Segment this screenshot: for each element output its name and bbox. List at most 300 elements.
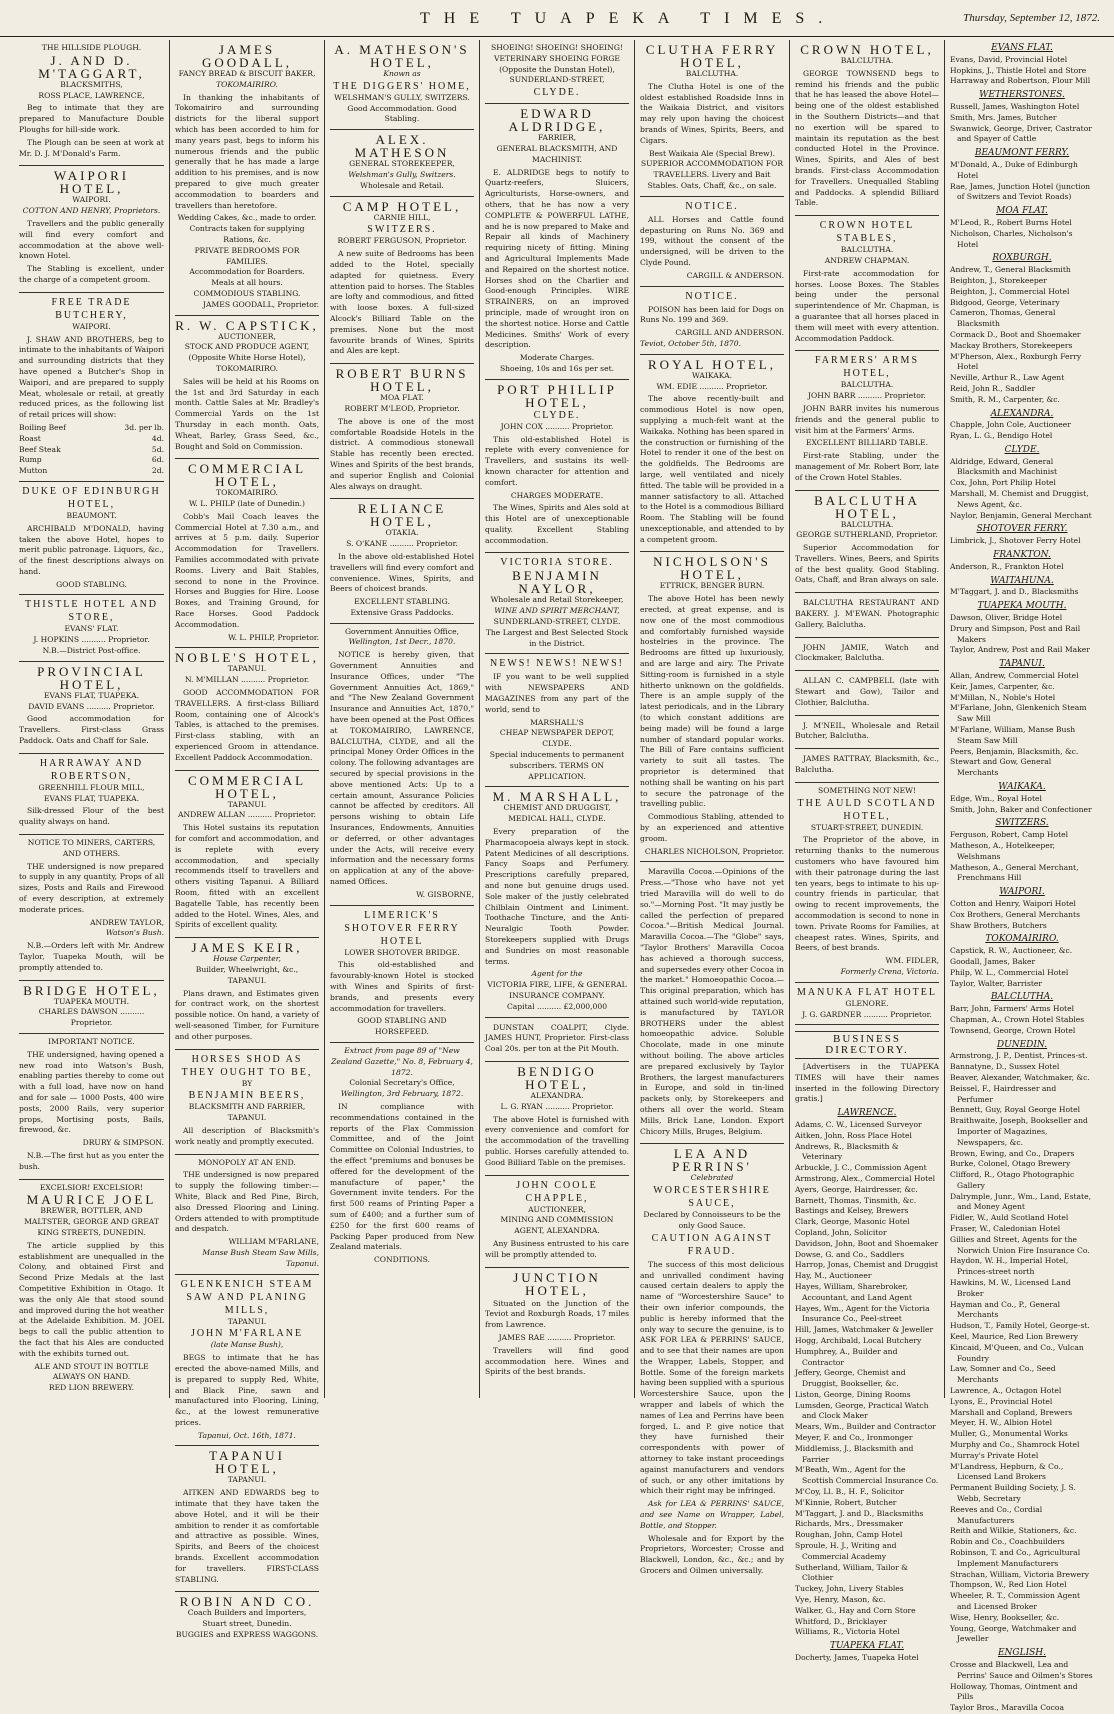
ad-date: Tapanui, Oct. 16th, 1871. [198, 1430, 296, 1440]
directory-entry: Middlemiss, J., Blacksmith and Farrier [795, 1443, 914, 1464]
directory-entry: Williams, R., Victoria Hotel [795, 1627, 900, 1637]
ad-title: MANUKA FLAT HOTEL [797, 986, 937, 998]
ad-title: ROBERT BURNS HOTEL, [335, 366, 469, 395]
ad-body: JOHN BARR invites his numerous friends and the general public to visit him at the Farmers' Arms. [795, 403, 939, 435]
directory-entry: Marshall and Copland, Brewers [950, 1407, 1073, 1417]
ad-place: TOKOMAIRIRO. [216, 79, 278, 89]
ad-gazette-extract [330, 1043, 474, 1270]
ad-body: Travellers will find good accommodation here. Wines and Spirits of the best brands. [485, 1345, 629, 1377]
directory-entry: M'Kinnie, Robert, Butcher [795, 1497, 897, 1507]
directory-list-tuapeka-flat [795, 1653, 939, 1664]
directory-entry: M'Taggart, J. and D., Blacksmiths [795, 1508, 924, 1518]
ad-place: TAPANUI. [227, 975, 267, 985]
ad-title: FARMERS' ARMS HOTEL, [814, 355, 920, 380]
column-4 [479, 40, 634, 1398]
directory-town: BALCLUTHA. [990, 992, 1054, 1003]
directory-town: TUAPEKA MOUTH. [977, 601, 1067, 612]
directory-entry: Hayman and Co., P., General Merchants [950, 1299, 1060, 1320]
ad-title: VETERINARY SHOEING FORGE [494, 53, 620, 63]
business-directory [795, 1025, 939, 1667]
ad-title: NOTICE. [685, 200, 739, 212]
directory-entry: Shaw Brothers, Butchers [950, 920, 1047, 930]
ad-note: Agent for the [531, 969, 583, 979]
ad-place: TUAPEKA MOUTH. [53, 996, 130, 1006]
ad-body: The success of this most delicious and unrivalled condiment having caused certain dealers to apply the name of "Worcestershire Sauce" to their own inferior compounds, the public is hereby informed that the only way to secure the genuine, is to ASK FOR LEA & PERRINS' SAUCE, and to see that their names are upon the Wrapper, Labels, Stopper, and Bottle. Some of the foreign markets having been supplied with a spurious Worcestershire Sauce, upon the wrapper and labels of which the names of Lea and Perrins have been forged, L. and P. give notice that they have furnished their correspondents with power of attorney to take instant proceedings against manufacturers and vendors of such, or any other imitations by which their right may be infringed. [640, 1259, 784, 1496]
ad-body: Situated on the Junction of the Teviot and Roxburgh Roads, 17 miles from Lawrence. [485, 1298, 629, 1330]
directory-entry: Harraway and Robertson, Flour Mill [950, 76, 1091, 86]
directory-entry: Davidson, John, Boot and Shoemaker [795, 1238, 939, 1248]
ad-shotover-ferry-hotel [330, 906, 474, 1043]
price-item: Beef Steak [19, 444, 61, 454]
ad-body: This Hotel sustains its reputation for comfort and accommodation, and is replete with every accommodation, and specially recommends itself to travellers and others visiting Tapanui. A Billiard Room, fitted with an excellent Bagatelle Table, has recently been added to the Hotel. Wines, Ales, and Spirits of excellent quality. [175, 823, 319, 930]
directory-title: BUSINESS DIRECTORY. [795, 1031, 939, 1059]
directory-entry: Roughan, John, Camp Hotel [795, 1530, 903, 1540]
ad-maurice-joel [19, 1180, 164, 1398]
ad-signature: CHARLES NICHOLSON, Proprietor. [644, 846, 784, 856]
directory-entry: Young, George, Watchmaker and Jeweller [950, 1623, 1077, 1644]
ad-title: BALCLUTHA HOTEL, [814, 492, 920, 521]
price-value: 6d. [151, 455, 164, 465]
price-value: 4d. [151, 433, 164, 443]
ad-title: THE AULD SCOTLAND HOTEL, [797, 797, 937, 822]
ad-note: Extensive Grass Paddocks. [350, 607, 454, 617]
ad-place: TOKOMAIRIRO. [216, 488, 278, 498]
directory-town: FRANKTON. [993, 550, 1051, 561]
ad-news [485, 654, 629, 787]
ad-proprietor: WM. EDIE .......... Proprietor. [656, 381, 768, 391]
directory-entry: Sutherland, William, Tailor & Clothier [795, 1562, 908, 1583]
ad-note: EXCELLENT STABLING. [354, 597, 450, 607]
directory-entry: Matheson, A., Hotelkeeper, Welshmans [950, 840, 1055, 861]
ad-address: ROSS PLACE, LAWRENCE, [38, 90, 145, 100]
ad-body: POISON has been laid for Dogs on Runs No. 199 and 369. [640, 304, 784, 325]
directory-entry: Hudson, T., Family Hotel, George-st. [950, 1321, 1090, 1331]
ad-trade: FARRIER, [537, 133, 577, 143]
ad-place: TAPANUI. [227, 1316, 267, 1326]
ad-title: CROWN HOTEL STABLES, [819, 220, 915, 245]
ad-place: EVANS FLAT, TUAPEKA. [43, 690, 140, 700]
directory-entry: Aitken, John, Ross Place Hotel [795, 1130, 912, 1140]
ad-address: (Opposite White Horse Hotel), TOKOMAIRIRO. [188, 353, 306, 373]
ad-title: TAPANUI HOTEL, [209, 1448, 285, 1477]
directory-entry: Holloway, Thomas, Ointment and Pills [950, 1681, 1078, 1702]
ad-greenhill-mill [19, 754, 164, 835]
ad-body: J. M'NEIL, Wholesale and Retail Butcher, Balclutha. [795, 720, 939, 741]
ad-signature: DRURY & SIMPSON. [82, 1138, 164, 1148]
directory-entry: Hayes, William, Sharebroker, Accountant, and Land Agent [795, 1281, 912, 1302]
ad-title: PROVINCIAL HOTEL, [37, 663, 146, 692]
ad-heading: SOMETHING NOT NEW! [818, 785, 916, 795]
directory-town: MOA FLAT. [996, 206, 1048, 217]
directory-entry: Braithwaite, Joseph, Bookseller and Importer of Magazines, Newspapers, &c. [950, 1116, 1088, 1147]
directory-entry: Taylor Bros., Maravilla Cocoa [950, 1703, 1064, 1713]
ad-body: First-rate accommodation for horses. Loose Boxes. The Stables being under the personal superintendence of Mr. Chapman, is a guarantee that all horses placed in them will meet with every attention. Accommodation Paddock. [795, 268, 939, 343]
ad-title: NOTICE TO MINERS, CARTERS, AND OTHERS. [27, 838, 156, 858]
ad-body: Every preparation of the Pharmacopoeia always kept in stock. Patent Medicines of all descriptions. Fancy Soaps and Perfumery. Prescriptions carefully prepared, and none but genuine drugs used. Sole maker of the justly celebrated Chilblain Ointment and Liniment. Toothache Tincture, and the Anti-Neuralgic Tooth Powder. Storekeepers supplied with Drugs and Sundries on most reasonable terms. [485, 827, 629, 966]
ad-proprietor: DAVID EVANS .......... Proprietor. [28, 701, 155, 711]
ad-proprietor: ROBERT M'LEOD, Proprietor. [344, 403, 460, 413]
directory-entry: Brown, Ewing, and Co., Drapers [950, 1148, 1075, 1158]
directory-entry: Ryan, L. G., Bendigo Hotel [950, 431, 1053, 441]
directory-entry: Meyer, H. W., Albion Hotel [950, 1418, 1053, 1428]
price-item: Roast [19, 433, 41, 443]
ad-sub: (late Manse Bush), [210, 1340, 284, 1350]
ad-note: BUGGIES and EXPRESS WAGGONS. [175, 1630, 319, 1640]
ad-place: BALCLUTHA. [840, 380, 894, 390]
directory-entry: Fraser, W., Caledonian Hotel [950, 1224, 1061, 1234]
price-value: 2d. [151, 466, 164, 476]
ad-m-marshall [485, 787, 629, 1017]
ad-body: The above is one of the most comfortable Roadside Hotels in the district. A commodious stonewall Stable has recently been erected. Wines and Spirits of the best brands, and superior English and Colonial Ales always on draught. [330, 416, 474, 491]
ad-body: THE undersigned is now prepared to supply the following timber:— White, Black and Red Pine, Birch, also Dressed Flooring and Lining. Orders attended to with promptitude and despatch. [175, 1170, 319, 1234]
issue-date: Thursday, September 12, 1872. [963, 12, 1100, 24]
directory-entry: Stewart and Gow, General Merchants [950, 757, 1052, 778]
directory-entry: Hopkins, J., Thistle Hotel and Store [950, 65, 1087, 75]
ad-title: CAMP HOTEL, [342, 198, 462, 214]
ad-body: Cobb's Mail Coach leaves the Commercial Hotel at 7.30 a.m., and arrives at 5 p.m. daily. Superior Accommodation for Travellers. Families accommodated with private Rooms. Livery and Bait Stables, second to none in the Province. Horses and Buggies for Hire. Loose Boxes, and Training Ground, for Race Horses. Good Paddock Accommodation. [175, 511, 319, 629]
ad-free-trade-butchery [19, 293, 164, 482]
directory-town: WAITAHUNA. [990, 575, 1054, 586]
ad-body: The article supplied by this establishment are unequalled in the Colony, and obtained First and Second Prize Medals at the last Competitive Exhibition in Otago. It was the only Ale that stood sound and improved during the hot weather at the Adelaide Exhibition. M. JOEL begs to call the public attention to the fact that his Ales are conducted with the exhibits turned out. [19, 1240, 164, 1358]
ad-place: EVANS' FLAT. [64, 624, 119, 634]
directory-entry: Clark, George, Masonic Hotel [795, 1217, 910, 1227]
ad-title: MAURICE JOEL [26, 1192, 157, 1208]
price-item: Rump [19, 455, 42, 465]
ad-note: The Plough can be seen at work at Mr. D. J. M'Donald's Farm. [19, 137, 164, 158]
directory-town: ENGLISH. [997, 1648, 1047, 1659]
directory-entry: Humphrey, A., Builder and Contractor [795, 1346, 898, 1367]
directory-town: SHOTOVER FERRY. [976, 524, 1068, 535]
directory-entry: M'Beath, Wm., Agent for the Scottish Commercial Insurance Co. [795, 1465, 939, 1486]
ad-body: The above Hotel has been newly erected, at great expense, and is now one of the most commodious and comfortably furnished wayside hostelries in the province. The Bedrooms are fitted up luxuriously, and are large and airy. The Private Sitting-room is furnished in a style hitherto unknown on the goldfields. There is an ample supply of the latest periodicals, and in the Library (to which constant additions are being made) will be found a large number of standard popular works. The Bill of Fare contains sufficient variety to suit all tastes. The proprietor is determined that nothing shall be wanting on his part to secure the patronage of the travelling public. [640, 594, 784, 809]
ad-place: Welshman's Gully, Switzers. [348, 169, 456, 179]
ad-body: JAMES RATTRAY, Blacksmith, &c., Balclutha. [795, 754, 939, 775]
ad-title: IMPORTANT NOTICE. [48, 1037, 135, 1046]
ad-edward-aldridge [485, 104, 629, 380]
ad-body: The Wines, Spirits and Ales sold at this Hotel are of unexceptionable quality. Excellent Stabling accommodation. [485, 503, 629, 545]
ad-title: NOBLE'S HOTEL, [175, 650, 320, 666]
directory-entry: Reeves and Co., Cordial Manufacturers [950, 1504, 1043, 1525]
ad-title: FREE TRADE BUTCHERY, [51, 296, 132, 321]
directory-entry: Reid, John R., Saddler [950, 383, 1036, 393]
directory-entry: Liston, George, Dining Rooms [795, 1389, 911, 1399]
ad-body: THE undersigned is now prepared to supply in any quantity, Props of all sizes, Posts and Rails and Firewood of every description, at extremely moderate prices. [19, 861, 164, 914]
ad-nobles-hotel [175, 648, 319, 770]
ad-note: Shoeing, 10s and 16s per set. [499, 363, 615, 373]
ad-commercial-hotel-tapanui [175, 771, 319, 939]
ad-name: ANDREW CHAPMAN. [824, 255, 910, 265]
ad-allan-campbell [795, 671, 939, 715]
ad-date: Wellington, 1st Decr., 1870. [348, 637, 456, 647]
directory-entry: Strachan, William, Victoria Brewery [950, 1569, 1090, 1579]
directory-entry: Murphy and Co., Shamrock Hotel [950, 1440, 1080, 1450]
ad-title: JAMES KEIR, [191, 940, 303, 956]
ad-trade: WINE AND SPIRIT MERCHANT, [494, 606, 620, 616]
ad-body: BALCLUTHA RESTAURANT AND BAKERY. J. M'EWAN. Photographic Gallery, Balclutha. [795, 598, 939, 629]
ad-duke-of-edinburgh [19, 482, 164, 596]
directory-town: ALEXANDRA. [990, 408, 1054, 419]
ad-proprietor: JOHN BARR .......... Proprietor. [808, 391, 926, 401]
directory-town: DUNEDIN. [996, 1039, 1048, 1050]
ad-title: R. W. CAPSTICK, [175, 317, 319, 333]
ad-title: NICHOLSON'S HOTEL, [653, 554, 771, 583]
ad-place: BEAUMONT. [66, 510, 117, 520]
ad-title: Government Annuities Office, [344, 626, 460, 636]
ad-proprietor: J. G. GARDNER .......... Proprietor. [802, 1009, 932, 1019]
directory-list-lawrence [795, 1120, 939, 1638]
ad-body: Declared by Connoisseurs to be the only Good Sauce. [643, 1210, 781, 1230]
directory-town: WAIKAKA. [998, 782, 1046, 792]
directory-entry: Beaver, Alexander, Watchmaker, &c. [950, 1072, 1090, 1082]
ad-note: EXCELLENT BILLIARD TABLE. [805, 438, 928, 448]
ad-title: LEA AND PERRINS' [672, 1146, 752, 1175]
ad-body: In the above old-established Hotel travellers will find every comfort and convenience. Wines, Spirits, and Beers of choicest brands. [330, 551, 474, 594]
ad-note: Wholesale and for Export by the Proprietors, Worcester; Crosse and Blackwell, London, &c., &c.; and by Grocers and Oilmen universally. [640, 1533, 784, 1576]
ad-note: SUPERIOR ACCOMMODATION FOR TRAVELLERS. Livery and Bait Stables. Oats, Chaff, &c., on sale. [640, 159, 784, 190]
ad-note: Ask for LEA & PERRINS' SAUCE, and see Name on Wrapper, Label, Bottle, and Stopper. [640, 1499, 784, 1530]
directory-entry: Hayes, Wm., Agent for the Victoria Insurance Co., Peel-street [795, 1303, 930, 1324]
directory-entry: Russell, James, Washington Hotel [950, 101, 1080, 111]
ad-proprietor: N. M'MILLAN .......... Proprietor. [184, 675, 310, 685]
ad-body: Good Accommodation. Good Stabling. [347, 103, 457, 124]
ad-capstick [175, 316, 319, 460]
directory-entry: Cameron, Thomas, General Blacksmith [950, 308, 1056, 329]
price-row [19, 434, 164, 445]
ad-dunstan-coalpit [485, 1018, 629, 1062]
directory-entry: Crosse and Blackwell, Lea and Perrins' Sauce and Oilmen's Stores [950, 1659, 1093, 1680]
directory-entry: Docherty, James, Tuapeka Hotel [795, 1653, 919, 1663]
ad-name: BENJAMIN BEERS, [188, 1090, 306, 1102]
directory-entry: M'Leod, R., Robert Burns Hotel [950, 217, 1072, 227]
ad-body: Maravilla Cocoa.—Opinions of the Press.—"Those who have not yet tried Maravilla will do well to do so."—Morning Post. "It may justly be called the perfection of prepared Cocoa."—British Medical Journal. Maravilla Cocoa.—The "Globe" says, "Taylor Brothers' Maravilla Cocoa has achieved a thorough success, and supersedes every other Cocoa in the market." Homoeopathic Cocoa.—This original preparation, which has attained such world-wide reputation, is manufactured by TAYLOR BROTHERS under the ablest homoeopathic advice. Soluble Chocolate, made in one minute without boiling. The above articles are prepared exclusively by Taylor Brothers, the largest manufacturers in Europe, and sold in tin-lined packets only, by Storekeepers and others all over the world. Steam Mills, Brick Lane, London. Export Chicory Mills, Bruges, Belgium. [640, 867, 784, 1136]
ad-signature: ANDREW TAYLOR, [90, 917, 164, 927]
ad-heading: CONDITIONS. [373, 1255, 431, 1265]
ad-title: BENDIGO HOTEL, [517, 1063, 597, 1092]
directory-town: WETHERSTONES. [979, 90, 1065, 101]
ad-place: CLYDE. [533, 87, 581, 99]
ad-camp-hotel [330, 197, 474, 365]
ad-balclutha-hotel [795, 491, 939, 594]
ad-list-item: COMMODIOUS STABLING. [193, 288, 301, 298]
ad-proprietor: CHARLES DAWSON .......... Proprietor. [38, 1007, 145, 1028]
directory-entry: Anderson, R., Frankton Hotel [950, 561, 1064, 571]
directory-entry: Kincaid, M'Queen, and Co., Vulcan Foundry [950, 1342, 1084, 1363]
directory-entry: Clifford, R., Otago Photographic Gallery [950, 1170, 1075, 1190]
ad-note: N.B.—The first hut as you enter the bush. [19, 1150, 164, 1171]
ad-body: JOHN JAMIE, Watch and Clockmaker, Balclutha. [795, 642, 939, 663]
directory-entry: Adams, C. W., Licensed Surveyor [795, 1119, 922, 1129]
ad-place: CLYDE. [533, 409, 581, 421]
ad-body: This old-established and favourably-known Hotel is stocked with Wines and Spirits of first-brands, and presents every accommodation for travellers. [330, 960, 474, 1013]
ad-body: IN compliance with recommendations contained in the reports of the Flax Commission Committee, and of the Joint Committee on Colonial Industries, to the effect "premiums and bonuses be offered for the development of the manufacture of paper," the Government invite tenders. For the first 500 reams of Printing Paper a sum of £400; and a further sum of £250 for the first 600 reams of Packing Paper produced from New Zealand materials. [330, 1101, 474, 1252]
ad-sub: CARNIE HILL, [373, 212, 431, 222]
ad-title: WAIPORI HOTEL, [53, 168, 130, 197]
ad-body: GOOD ACCOMMODATION FOR TRAVELLERS. A first-class Billiard Room, containing one of Alcock's Tables, is attached to the premises. First-class stabling, with an experienced Groom in attendance. Excellent Paddock Accommodation. [175, 688, 319, 762]
ad-body: BEGS to intimate that he has erected the above-named Mills, and is prepared to supply Red, White, and Black Pine, sawn and manufactured into Flooring, Lining, &c., at the lowest remunerative prices. [175, 1353, 319, 1427]
directory-entry: Naylor, Benjamin, General Merchant [950, 510, 1092, 520]
directory-entry: Townsend, George, Crown Hotel [950, 1025, 1076, 1035]
directory-entry: Lyons, E., Provincial Hotel [950, 1396, 1053, 1406]
directory-entry: Ayers, George, Hairdresser, &c. [795, 1184, 918, 1194]
directory-entry: Keel, Maurice, Red Lion Brewery [950, 1332, 1078, 1342]
ad-body: Commodious Stabling, attended to by an experienced and attentive groom. [640, 812, 784, 843]
directory-entry: Edge, Wm., Royal Hotel [950, 793, 1042, 803]
ad-sub: GREENHILL FLOUR MILL, [38, 782, 145, 792]
directory-town: TOKOMAIRIRO. [985, 934, 1059, 945]
ad-sub: Celebrated [690, 1173, 734, 1183]
directory-entry: Wheeler, R. T., Commission Agent and Licensed Broker [950, 1591, 1081, 1611]
ad-place: SWITZERS. [367, 224, 437, 236]
ad-trade: CHEMIST AND DRUGGIST, [503, 803, 611, 813]
ad-title: A. MATHESON'S HOTEL, [334, 42, 470, 70]
ad-place: OTAKIA. [385, 528, 419, 538]
ad-trade: FANCY BREAD & BISCUIT BAKER, [178, 69, 316, 78]
ad-signature: W. GISBORNE, [416, 889, 474, 899]
ad-body: ALLAN C. CAMPBELL (late with Stewart and Gow), Tailor and Clothier, Balclutha. [795, 676, 939, 707]
ad-place: MEDICAL HALL, CLYDE. [508, 814, 606, 824]
ad-note: ALE AND STOUT IN BOTTLE ALWAYS ON HAND. [34, 1361, 149, 1382]
ad-bridge-hotel [19, 981, 164, 1034]
ad-trade: Wholesale and Retail Storekeeper, [490, 595, 624, 605]
directory-entry: Bennett, Guy, Royal George Hotel [950, 1105, 1080, 1115]
ad-title: CROWN HOTEL, [800, 42, 934, 57]
ad-proprietor: L. G. RYAN .......... Proprietor. [500, 1101, 614, 1111]
ad-trade: BLACKSMITH AND FARRIER, TAPANUI. [188, 1102, 306, 1123]
ad-place: WELSHMAN'S GULLY, SWITZERS. [334, 92, 470, 102]
directory-entry: M'Pherson, Alex., Roxburgh Ferry Hotel [950, 351, 1082, 372]
directory-entry: M'Landress, Hepburn, & Co., Licensed Land Brokers [950, 1461, 1064, 1482]
directory-entry: Armstrong, Alex., Commercial Hotel [795, 1173, 936, 1183]
ad-note: GOOD STABLING AND HORSEFEED. [357, 1016, 447, 1037]
ad-list-item: Meals at all hours. [211, 278, 283, 288]
ad-place: BALCLUTHA. [840, 519, 894, 529]
ad-shoeing-forge [485, 40, 629, 104]
ad-signature-place: Manse Bush Steam Saw Mills, Tapanui. [202, 1247, 319, 1268]
directory-entry: Beighton, J., Storekeeper [950, 275, 1047, 285]
ad-title: EDWARD ALDRIDGE, [508, 106, 606, 135]
directory-entry: Murray's Private Hotel [950, 1450, 1039, 1460]
directory-entry: Rae, James, Junction Hotel (junction of Switzers and Teviot Roads) [950, 181, 1091, 202]
ad-body: All description of Blacksmith's work neatly and promptly executed. [175, 1125, 319, 1146]
ad-proprietor: W. L. PHILP (late of Dunedin.) [188, 499, 306, 509]
ad-place: MOA FLAT. [380, 393, 424, 403]
ad-place: ALEXANDRA. [530, 1090, 584, 1100]
directory-entry: Dalrymple, Junr., Wm., Land, Estate, and Money Agent [950, 1191, 1092, 1212]
directory-entry: Andrew, T., General Blacksmith [950, 265, 1071, 275]
ad-title: JUNCTION HOTEL, [513, 1269, 601, 1298]
columns [14, 40, 1104, 1713]
directory-entry: Cox Brothers, General Merchants [950, 909, 1081, 919]
directory-entry: M'Donald, A., Duke of Edinburgh Hotel [950, 159, 1078, 180]
directory-town: WAIPORI. [999, 887, 1045, 898]
ad-john-chapple [485, 1176, 629, 1268]
ad-body: DUNSTAN COALPIT, Clyde. JAMES HUNT, Proprietor. First-class Coal 20s. per ton at the Pit Mouth. [485, 1022, 629, 1054]
ad-sub: LOWER SHOTOVER BRIDGE. [344, 947, 460, 957]
ad-trade: GENERAL STOREKEEPER, [349, 159, 455, 169]
ad-title: BENJAMIN NAYLOR, [512, 568, 602, 597]
directory-entry: Chapple, John Cole, Auctioneer [950, 420, 1071, 430]
directory-entry: Bannatyne, D., Sussex Hotel [950, 1062, 1060, 1072]
ad-trade: MINING AND COMMISSION AGENT, ALEXANDRA. [500, 1215, 614, 1236]
directory-entry: Beighton, J., Commercial Hotel [950, 286, 1070, 296]
ad-body: Sales will be held at his Rooms on the 1st and 3rd Saturday in each month. Cattle Sales at Mr. Bradley's Commercial Yards on the 1st Thursday in each month. Oats, Wheat, Barley, Grass Seed, &c., Bought and Sold on Commission. [175, 376, 319, 451]
ad-heading: MONOPOLY AT AN END. [198, 1157, 296, 1167]
directory-town: TUAPEKA FLAT. [830, 1641, 904, 1652]
ad-body: IF you want to be well supplied with NEWSPAPERS AND MAGAZINES from any part of the world, send to [485, 672, 629, 714]
directory-entry: Thompson, W., Red Lion Hotel [950, 1580, 1067, 1590]
directory-entry: Mackay Brothers, Storekeepers [950, 340, 1073, 350]
ad-title: NOTICE. [685, 290, 739, 302]
masthead [0, 0, 1114, 37]
ad-balclutha-bakery [795, 593, 939, 637]
directory-entry: Hawkins, M. W., Licensed Land Broker [950, 1278, 1071, 1298]
directory-entry: Hill, James, Watchmaker & Jeweller [795, 1325, 934, 1335]
ad-manuka-flat-hotel [795, 983, 939, 1026]
ad-capital: Capital .......... £2,000,000 [506, 1001, 608, 1011]
ad-title: ALEX. MATHESON [354, 132, 450, 161]
directory-entry: Sproule, H. J., Writing and Commercial Academy [795, 1541, 897, 1561]
ad-glenkenich-mills [175, 1275, 319, 1447]
ad-title: J. AND D. M'TAGGART, [38, 52, 145, 81]
ad-heading: SHOEING! SHOEING! SHOEING! [491, 43, 623, 52]
ad-signature-place: Watson's Bush. [105, 928, 164, 938]
ad-signature: WM. FIDLER, [885, 956, 939, 966]
ad-proprietor: ROBERT FERGUSON, Proprietor. [337, 236, 467, 246]
directory-entry: Mears, Wm., Builder and Contractor [795, 1422, 936, 1432]
ad-name: THE DIGGERS' HOME, [333, 80, 471, 92]
ad-signature-place: Formerly Crena, Victoria. [840, 967, 939, 976]
ad-date: Wellington, 3rd February, 1872. [340, 1089, 464, 1099]
ad-place: WAIPORI. [72, 321, 111, 331]
directory-note: [Advertisers in the TUAPEKA TIMES will have their names inserted in the following Directory gratis.] [795, 1061, 939, 1104]
directory-entry: Cox, John, Port Philip Hotel [950, 478, 1056, 488]
ad-note: Best Waikaia Ale (Special Brew). [648, 148, 775, 158]
ad-note: N.B.—Orders left with Mr. Andrew Taylor, Tuapeka Mouth, will be promptly attended to. [19, 941, 164, 972]
directory-entry: Lawrence, A., Octagon Hotel [950, 1386, 1062, 1396]
price-row [19, 423, 164, 434]
ad-title: CLUTHA FERRY HOTEL, [645, 42, 779, 70]
directory-entry: Ferguson, Robert, Camp Hotel [950, 830, 1069, 840]
directory-entry: Keir, James, Carpenter, &c. [950, 681, 1055, 691]
ad-maravilla-cocoa [640, 862, 784, 1144]
ad-body: AITKEN AND EDWARDS beg to intimate that they have taken the above Hotel, and it will be their ambition to render it as comfortable and attractive as possible. Wines, Spirits, and Beers of the choicest brands. Excellent accommodation for travellers. FIRST-CLASS STABLING. [175, 1488, 319, 1584]
directory-entry: Wise, Henry, Bookseller, &c. [950, 1612, 1060, 1622]
ad-government-annuities [330, 624, 474, 906]
ad-reliance-hotel [330, 499, 474, 623]
ad-body: First-rate Stabling, under the management of Mr. Robert Borr, late of the Crown Hotel Stables. [795, 451, 939, 482]
directory-entry: Barr, John, Farmers' Arms Hotel [950, 1004, 1075, 1014]
ad-name: WORCESTERSHIRE SAUCE, [653, 1185, 771, 1210]
ad-note: GOOD STABLING. [56, 579, 127, 589]
ad-name: MARSHALL'S [530, 717, 584, 727]
ad-trade: GENERAL BLACKSMITH, AND MACHINIST. [496, 143, 618, 164]
directory-town: SWITZERS. [995, 818, 1049, 829]
directory-town: LAWRENCE. [837, 1108, 897, 1119]
ad-auld-scotland-hotel [795, 783, 939, 983]
directory-entry: Andrews, R., Blacksmith & Veterinary [795, 1141, 899, 1162]
directory-entry: Limbrick, J., Shotover Ferry Hotel [950, 536, 1081, 546]
directory-entry: Bastings and Kelsey, Brewers [795, 1206, 909, 1216]
ad-signature: CARGILL & ANDERSON. [686, 270, 784, 280]
directory-entry: Capstick, R. W., Auctioneer, &c. [950, 946, 1073, 956]
ad-mctaggart [19, 40, 164, 166]
ad-note: Special inducements to permanent subscribers. TERMS ON APPLICATION. [489, 750, 625, 781]
directory-entry: Tuckey, John, Livery Stables [795, 1584, 904, 1594]
price-row [19, 455, 164, 466]
ad-trade: BREWER, BOTTLER, AND MALTSTER, GEORGE AND GREAT KING STREETS, DUNEDIN. [24, 1206, 159, 1237]
ad-date: Teviot, October 5th, 1870. [640, 338, 741, 348]
directory-town: BEAUMONT FERRY. [974, 148, 1070, 159]
